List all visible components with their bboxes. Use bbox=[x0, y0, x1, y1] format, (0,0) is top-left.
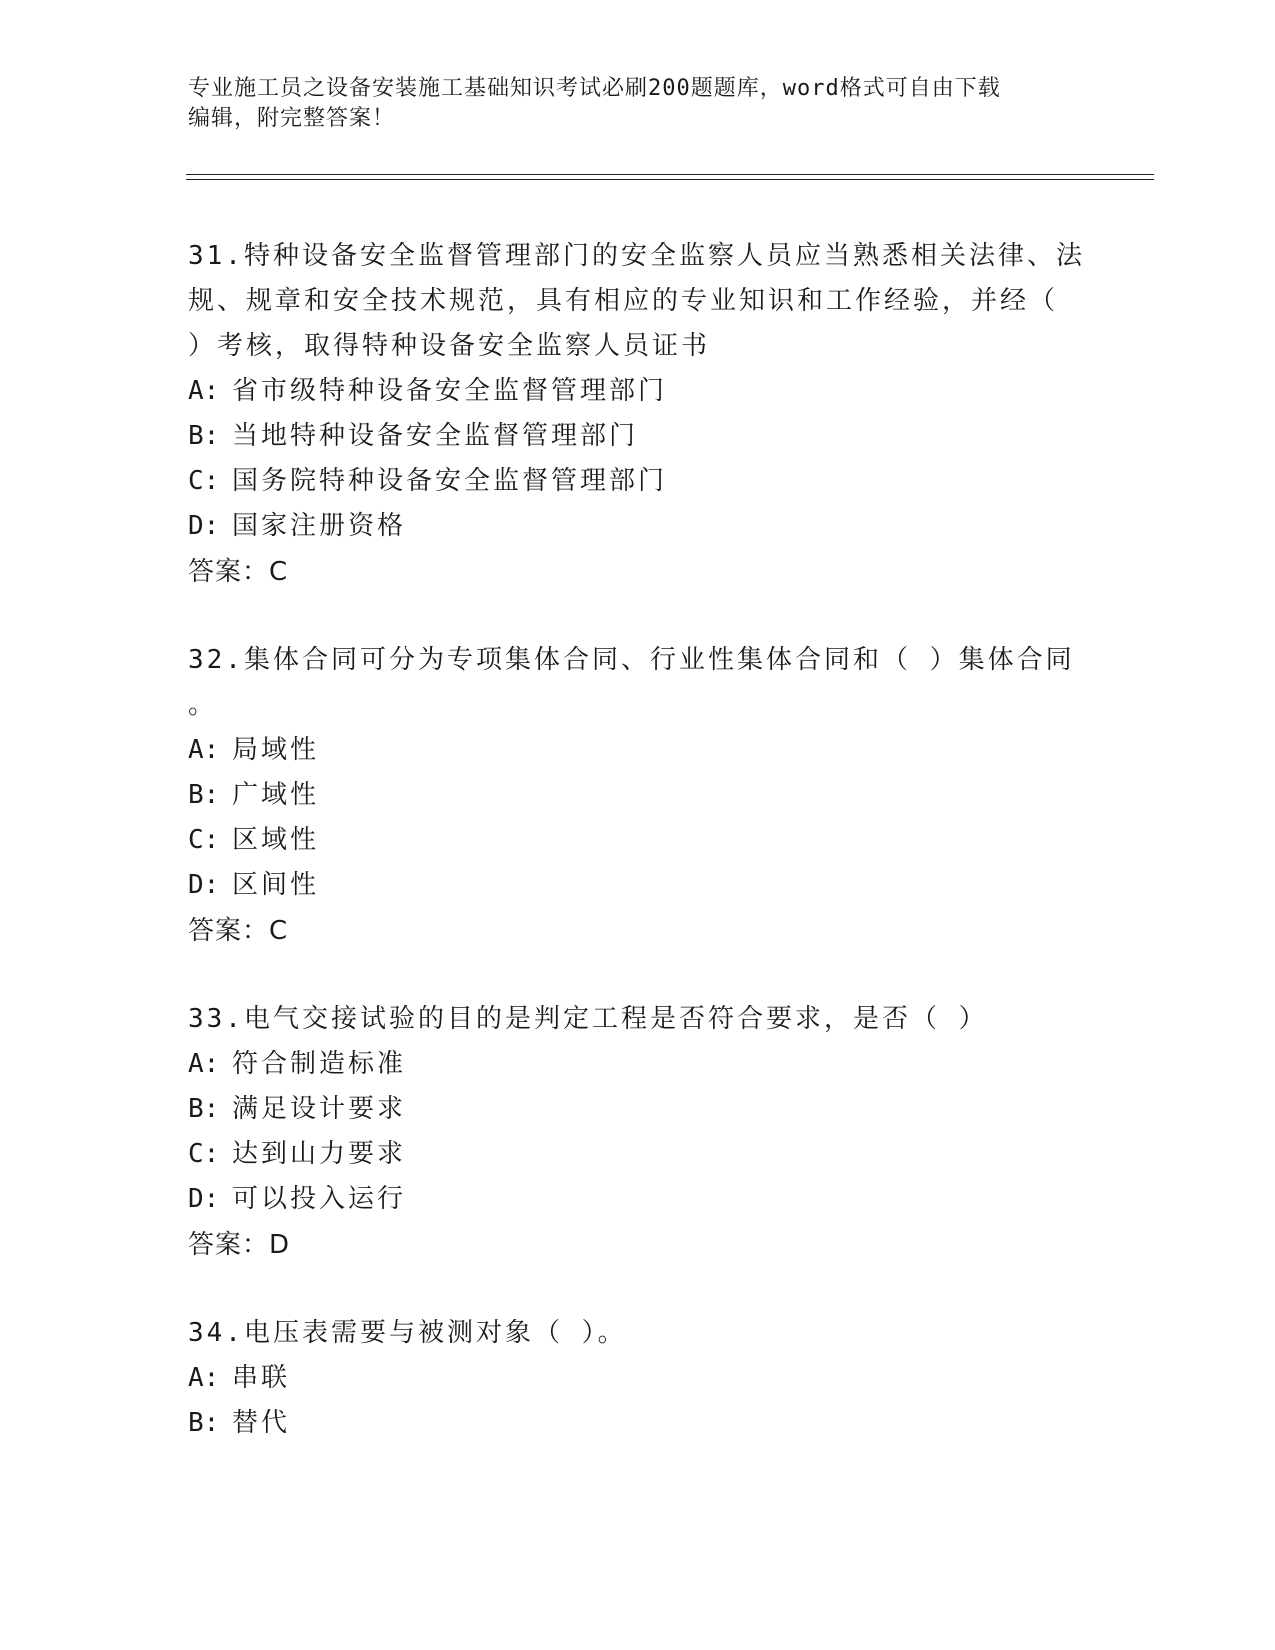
option-a bbox=[188, 728, 1088, 773]
question-stem-line: 31.特种设备安全监督管理部门的安全监察人员应当熟悉相关法律、法 bbox=[188, 241, 1085, 271]
option-text: 区域性 bbox=[232, 825, 320, 855]
option-key: D: bbox=[188, 1184, 220, 1214]
answer-prefix: 答案： bbox=[188, 557, 270, 587]
option-key: B: bbox=[188, 1094, 220, 1124]
header-rule-top bbox=[186, 174, 1154, 175]
answer-value: D bbox=[269, 1230, 291, 1260]
option-key: B: bbox=[188, 421, 220, 451]
option-text: 区间性 bbox=[232, 870, 320, 900]
option-text: 国务院特种设备安全监督管理部门 bbox=[232, 466, 668, 496]
option-text: 串联 bbox=[232, 1363, 291, 1393]
option-key: A: bbox=[188, 1363, 220, 1393]
answer-line bbox=[188, 549, 1088, 595]
question-33 bbox=[188, 997, 1088, 1268]
option-key: C: bbox=[188, 466, 220, 496]
question-32 bbox=[188, 638, 1088, 954]
option-d bbox=[188, 504, 1088, 549]
option-text: 可以投入运行 bbox=[232, 1184, 407, 1214]
header-rule-bottom bbox=[186, 179, 1154, 180]
question-stem-line: 规、规章和安全技术规范，具有相应的专业知识和工作经验，并经（ bbox=[188, 286, 1059, 316]
option-c bbox=[188, 1132, 1088, 1177]
header-line-1: 专业施工员之设备安装施工基础知识考试必刷200题题库，word格式可自由下载 bbox=[188, 76, 1001, 101]
option-key: D: bbox=[188, 870, 220, 900]
question-34 bbox=[188, 1311, 1088, 1446]
question-stem-line: 。 bbox=[188, 690, 218, 720]
answer-line bbox=[188, 1222, 1088, 1268]
option-text: 国家注册资格 bbox=[232, 511, 407, 541]
option-text: 替代 bbox=[232, 1408, 291, 1438]
option-key: A: bbox=[188, 735, 220, 765]
question-stem-line: 34.电压表需要与被测对象（ ）。 bbox=[188, 1318, 627, 1348]
option-key: C: bbox=[188, 1139, 220, 1169]
header-line-2: 编辑，附完整答案！ bbox=[188, 106, 396, 131]
option-b bbox=[188, 414, 1088, 459]
option-text: 省市级特种设备安全监督管理部门 bbox=[232, 376, 668, 406]
option-text: 达到山力要求 bbox=[232, 1139, 407, 1169]
option-c bbox=[188, 459, 1088, 504]
option-b bbox=[188, 773, 1088, 818]
answer-prefix: 答案： bbox=[188, 1230, 270, 1260]
answer-value: C bbox=[269, 557, 289, 587]
option-text: 局域性 bbox=[232, 735, 320, 765]
option-d bbox=[188, 863, 1088, 908]
option-text: 满足设计要求 bbox=[232, 1094, 407, 1124]
answer-line bbox=[188, 908, 1088, 954]
question-31 bbox=[188, 234, 1088, 595]
option-d bbox=[188, 1177, 1088, 1222]
answer-prefix: 答案： bbox=[188, 916, 270, 946]
option-text: 符合制造标准 bbox=[232, 1049, 407, 1079]
option-key: B: bbox=[188, 780, 220, 810]
option-b bbox=[188, 1401, 1088, 1446]
option-key: B: bbox=[188, 1408, 220, 1438]
option-key: D: bbox=[188, 511, 220, 541]
option-key: A: bbox=[188, 376, 220, 406]
option-key: A: bbox=[188, 1049, 220, 1079]
option-a bbox=[188, 369, 1088, 414]
question-stem-line: 33.电气交接试验的目的是判定工程是否符合要求，是否（ ） bbox=[188, 1004, 988, 1034]
question-list bbox=[188, 234, 1088, 1446]
option-key: C: bbox=[188, 825, 220, 855]
option-c bbox=[188, 818, 1088, 863]
option-a bbox=[188, 1042, 1088, 1087]
document-header bbox=[188, 74, 1088, 134]
option-a bbox=[188, 1356, 1088, 1401]
answer-value: C bbox=[269, 916, 289, 946]
question-stem-line: 32.集体合同可分为专项集体合同、行业性集体合同和（ ）集体合同 bbox=[188, 645, 1075, 675]
option-b bbox=[188, 1087, 1088, 1132]
option-text: 当地特种设备安全监督管理部门 bbox=[232, 421, 639, 451]
question-stem-line: ）考核，取得特种设备安全监察人员证书 bbox=[188, 331, 711, 361]
option-text: 广域性 bbox=[232, 780, 320, 810]
